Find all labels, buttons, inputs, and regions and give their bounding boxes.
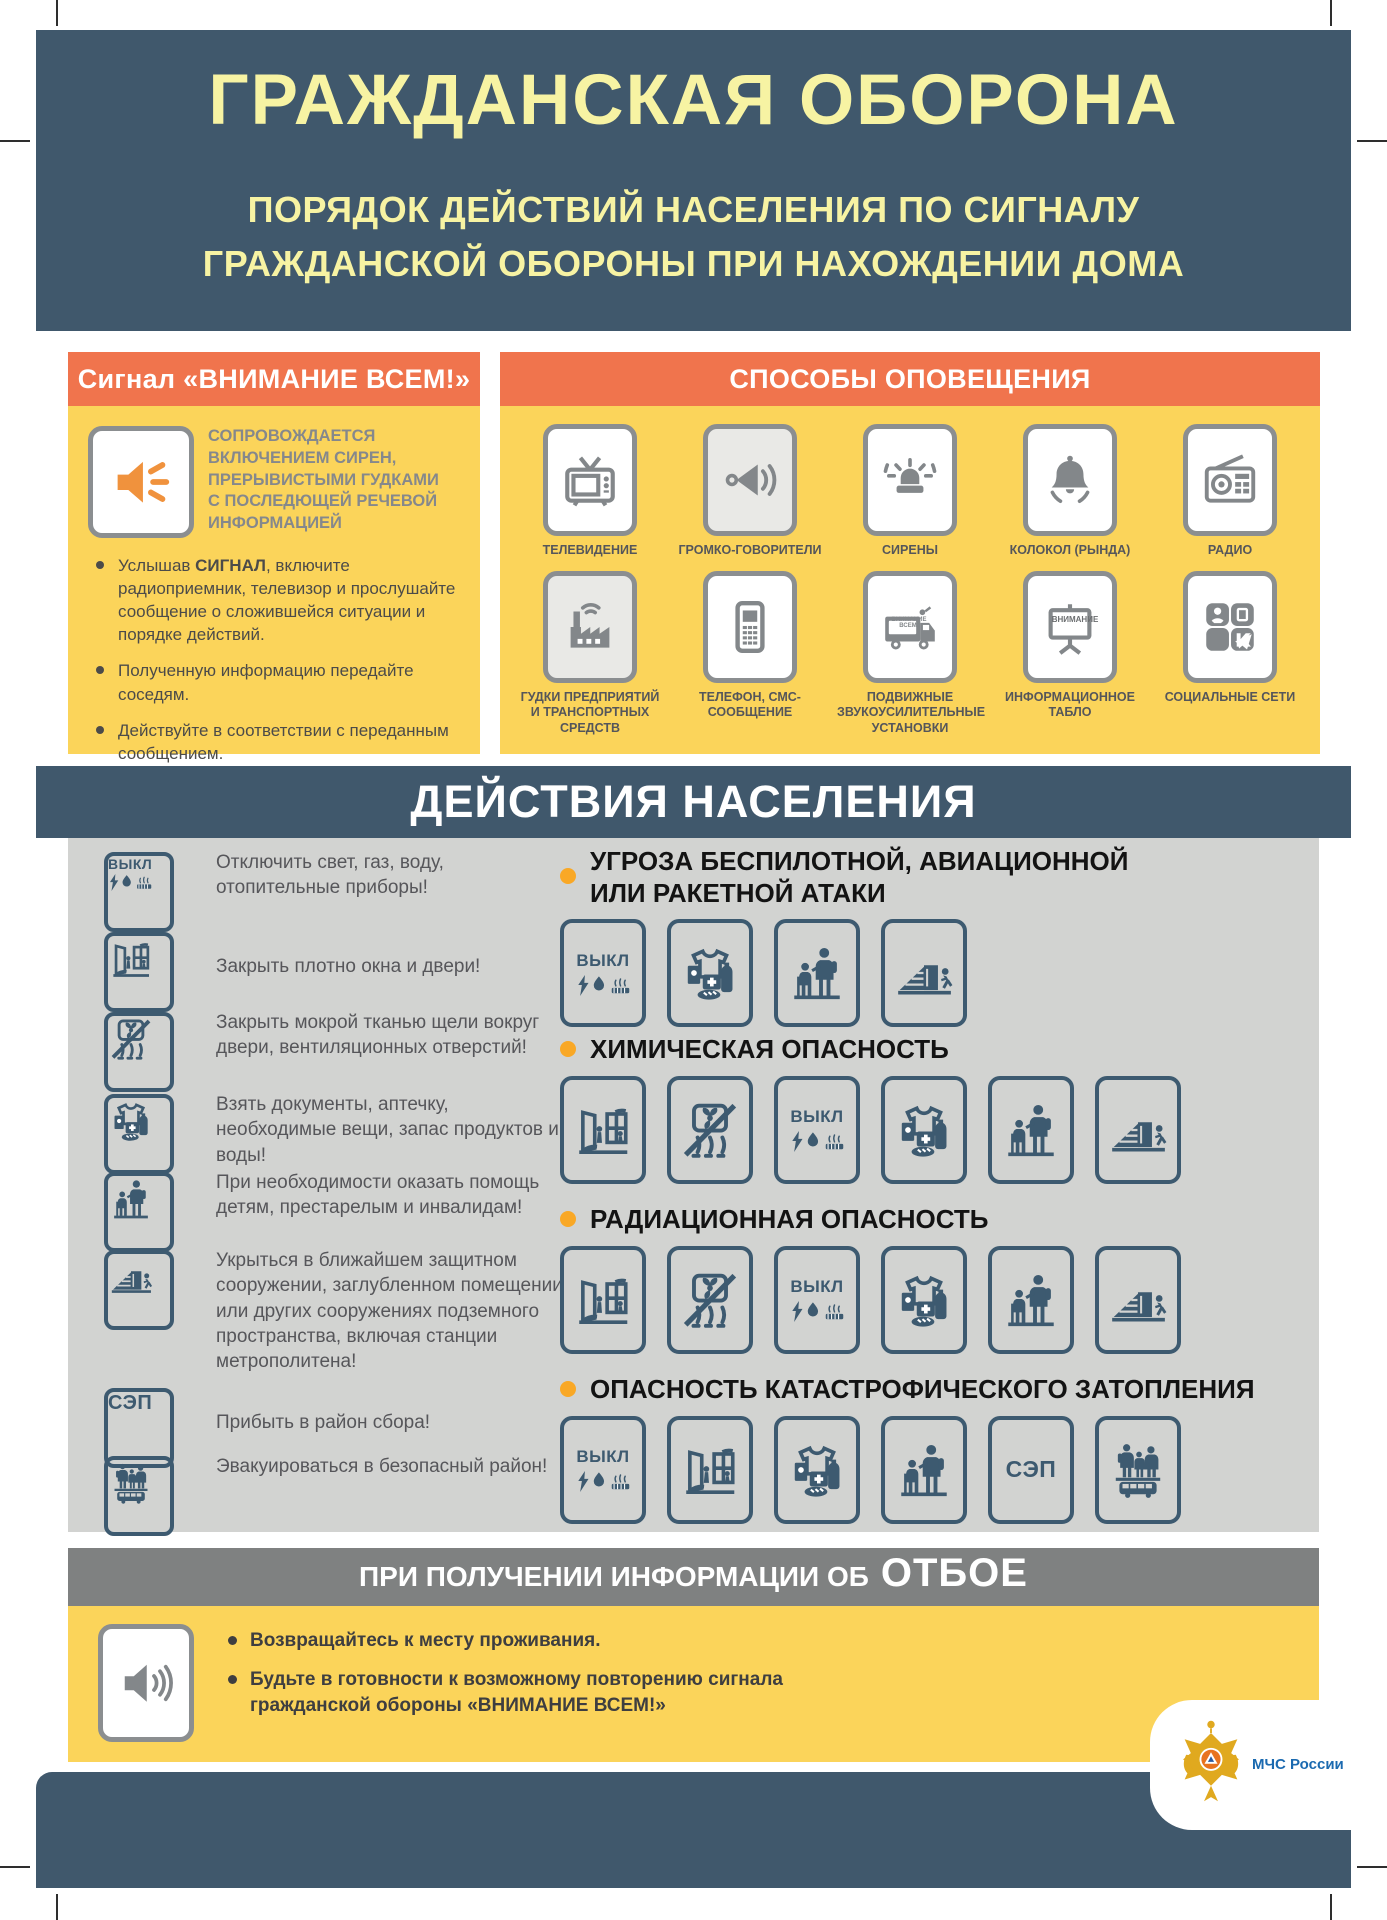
loudspeaker-icon [719, 449, 781, 511]
method-radio [1157, 424, 1303, 559]
action-text: Закрыть мокрой тканью щели вокруг двери, вентиляционных отверстий! [216, 1012, 540, 1059]
action-text: Закрыть плотно окна и двери! [216, 956, 481, 977]
crop-mark [1357, 1866, 1387, 1868]
notification-panel-title: СПОСОБЫ ОПОВЕЩЕНИЯ [500, 352, 1320, 406]
supplies-icon [881, 1246, 967, 1354]
supplies-icon [104, 1094, 174, 1174]
allclear-title-prefix: ПРИ ПОЛУЧЕНИИ ИНФОРМАЦИИ ОБ [359, 1561, 869, 1592]
method-sound-van [837, 571, 986, 737]
actions-section-header [36, 766, 1351, 838]
assist-people-icon [881, 1416, 967, 1524]
method-loudspeakers [677, 424, 823, 559]
notification-panel [500, 352, 1320, 754]
allclear-bullets [228, 1628, 888, 1732]
assist-people-icon [774, 919, 860, 1027]
power-off-icon [560, 919, 646, 1027]
speaker-waves-tile [98, 1624, 194, 1742]
assist-people-icon [988, 1076, 1074, 1184]
info-board-icon [1039, 596, 1101, 658]
signal-panel-body [68, 406, 480, 763]
signal-panel [68, 352, 480, 763]
close-windows-icon [560, 1076, 646, 1184]
crop-mark [0, 1866, 30, 1868]
power-off-label: ВЫКЛ [108, 856, 153, 872]
signal-bullet-1 [94, 554, 464, 646]
method-label: РАДИО [1207, 543, 1253, 557]
mchs-logo-card [1150, 1700, 1387, 1830]
no-ventilation-icon [667, 1076, 753, 1184]
method-factory-horns [517, 571, 663, 737]
sep-label: СЭП [1005, 1456, 1057, 1483]
method-bell [997, 424, 1143, 559]
signal-bullet-3: Действуйте в соответствии с переданным сообщением. [94, 719, 464, 765]
no-ventilation-icon [667, 1246, 753, 1354]
notification-panel-body [500, 406, 1320, 754]
method-label: ПОДВИЖНЫЕ ЗВУКОУСИЛИТЕЛЬНЫЕ УСТАНОВКИ [837, 689, 986, 735]
bullet-strong: СИГНАЛ [195, 556, 266, 575]
social-networks-icon [1199, 596, 1261, 658]
page-subtitle [36, 183, 1351, 291]
power-off-label: ВЫКЛ [790, 1107, 844, 1127]
threat-title: УГРОЗА БЕСПИЛОТНОЙ, АВИАЦИОННОЙ ИЛИ РАКЕТНОЙ АТАКИ [560, 846, 1130, 909]
method-label: ТЕЛЕВИДЕНИЕ [542, 543, 638, 557]
method-info-board [997, 571, 1143, 737]
crop-mark [1330, 1894, 1332, 1920]
evacuate-icon [104, 1456, 174, 1536]
action-text: Взять документы, аптечку, необходимые вещи, запас продуктов и воды! [216, 1094, 559, 1166]
signal-description: СОПРОВОЖДАЕТСЯ ВКЛЮЧЕНИЕМ СИРЕН, ПРЕРЫВИСТЫМИ ГУДКАМИ С ПОСЛЕДЮЩЕЙ РЕЧЕВОЙ ИНФОРМАЦИЕЙ [208, 427, 439, 533]
allclear-bullet-1: Возвращайтесь к месту проживания. [228, 1628, 888, 1655]
action-item-power-off [104, 852, 444, 932]
threat-flooding [560, 1374, 1320, 1524]
utilities-glyphs-icon [108, 874, 152, 891]
action-item-shelter [104, 1250, 563, 1373]
signal-bullets [94, 554, 464, 765]
speaker-waves-icon [116, 1653, 176, 1713]
tv-icon [559, 449, 621, 511]
actions-section-body [68, 838, 1319, 1532]
mchs-emblem-icon [1180, 1712, 1242, 1816]
method-label: СИРЕНЫ [882, 543, 938, 557]
threat-icons [560, 919, 1320, 1027]
board-sign-text: ВНИМАНИЕ [1051, 614, 1099, 624]
method-label: ИНФОРМАЦИОННОЕ ТАБЛО [1005, 689, 1135, 720]
assist-people-icon [988, 1246, 1074, 1354]
threat-title: ОПАСНОСТЬ КАТАСТРОФИЧЕСКОГО ЗАТОПЛЕНИЯ [560, 1374, 1320, 1406]
factory-icon [559, 596, 621, 658]
radio-icon [1199, 449, 1261, 511]
action-text: Отключить свет, газ, воду, отопительные приборы! [216, 852, 444, 899]
method-label: СОЦИАЛЬНЫЕ СЕТИ [1164, 689, 1296, 704]
allclear-header [68, 1548, 1319, 1606]
close-windows-icon [560, 1246, 646, 1354]
threat-chemical [560, 1034, 1320, 1184]
crop-mark [56, 0, 58, 26]
method-label: ГУДКИ ПРЕДПРИЯТИЙ И ТРАНСПОРТНЫХ СРЕДСТВ [520, 689, 660, 735]
action-text: Эвакуироваться в безопасный район! [216, 1456, 548, 1477]
action-text: Укрыться в ближайшем защитном сооружении, заглубленном помещении или других сооружениях подземного пространства, включая станции метрополитена! [216, 1250, 563, 1373]
shelter-icon [104, 1250, 174, 1330]
signal-bullet-2: Полученную информацию передайте соседям. [94, 659, 464, 705]
sep-icon [988, 1416, 1074, 1524]
method-label: ТЕЛЕФОН, СМС-СООБЩЕНИЕ [699, 689, 801, 720]
action-text: Прибыть в район сбора! [216, 1412, 431, 1433]
threat-icons [560, 1416, 1320, 1524]
close-windows-icon [667, 1416, 753, 1524]
action-item-supplies [104, 1094, 559, 1174]
allclear-bullet-2: Будьте в готовности к возможному повторению сигнала гражданской обороны «ВНИМАНИЕ ВСЕМ!» [228, 1667, 888, 1720]
power-off-icon [560, 1416, 646, 1524]
threat-icons [560, 1246, 1320, 1354]
supplies-icon [774, 1416, 860, 1524]
signal-panel-title: Сигнал «ВНИМАНИЕ ВСЕМ!» [68, 352, 480, 406]
power-off-label: ВЫКЛ [576, 950, 630, 970]
power-off-label: ВЫКЛ [576, 1447, 630, 1467]
assist-people-icon [104, 1172, 174, 1252]
evacuate-icon [1095, 1416, 1181, 1524]
mchs-logo-text: МЧС России [1252, 1756, 1344, 1773]
threat-air-attack [560, 846, 1320, 1027]
siren-icon [879, 449, 941, 511]
power-off-icon [104, 852, 174, 932]
no-ventilation-icon [104, 1012, 174, 1092]
page-title: ГРАЖДАНСКАЯ ОБОРОНА [208, 61, 1179, 140]
power-off-icon [774, 1246, 860, 1354]
action-text: При необходимости оказать помощь детям, престарелым и инвалидам! [216, 1172, 540, 1219]
threat-title: РАДИАЦИОННАЯ ОПАСНОСТЬ [560, 1204, 1320, 1236]
crop-mark [0, 140, 30, 142]
poster-header [36, 30, 1351, 331]
method-label: КОЛОКОЛ (РЫНДА) [1009, 543, 1131, 557]
bullet-text: , включите радиоприемник, телевизор и прослушайте сообщение о сложившейся ситуации и порядке действий. [118, 556, 456, 645]
crop-mark [1330, 0, 1332, 26]
method-tv [517, 424, 663, 559]
close-windows-icon [104, 932, 174, 1012]
action-item-evacuate [104, 1456, 548, 1536]
van-sign-text: ВНИМАНИЕ ВСЕМ! [891, 616, 927, 629]
shelter-icon [1095, 1246, 1181, 1354]
shelter-icon [881, 919, 967, 1027]
method-label: ГРОМКО-ГОВОРИТЕЛИ [678, 543, 822, 557]
subtitle-line-1: ПОРЯДОК ДЕЙСТВИЙ НАСЕЛЕНИЯ ПО СИГНАЛУ [247, 189, 1140, 230]
speaker-tile [88, 426, 194, 538]
method-phone-sms [677, 571, 823, 737]
method-sirens [837, 424, 983, 559]
supplies-icon [881, 1076, 967, 1184]
crop-mark [1357, 140, 1387, 142]
threat-icons [560, 1076, 1320, 1184]
threat-radiation [560, 1204, 1320, 1354]
supplies-icon [667, 919, 753, 1027]
action-item-assist-people [104, 1172, 540, 1252]
threat-title: ХИМИЧЕСКАЯ ОПАСНОСТЬ [560, 1034, 1320, 1066]
method-social-networks [1157, 571, 1303, 737]
action-item-no-ventilation [104, 1012, 540, 1092]
sep-label: СЭП [108, 1392, 153, 1414]
actions-section-title: ДЕЙСТВИЯ НАСЕЛЕНИЯ [410, 776, 977, 827]
allclear-body [68, 1606, 1319, 1762]
power-off-label: ВЫКЛ [790, 1277, 844, 1297]
bell-icon [1039, 449, 1101, 511]
bullet-text: Услышав [118, 556, 196, 575]
power-off-icon [774, 1076, 860, 1184]
speaker-icon [108, 449, 174, 515]
phone-icon [719, 596, 781, 658]
subtitle-line-2: ГРАЖДАНСКОЙ ОБОРОНЫ ПРИ НАХОЖДЕНИИ ДОМА [202, 243, 1185, 284]
allclear-title-strong: ОТБОЕ [880, 1551, 1028, 1595]
crop-mark [56, 1894, 58, 1920]
shelter-icon [1095, 1076, 1181, 1184]
action-item-close-windows [104, 932, 481, 1012]
